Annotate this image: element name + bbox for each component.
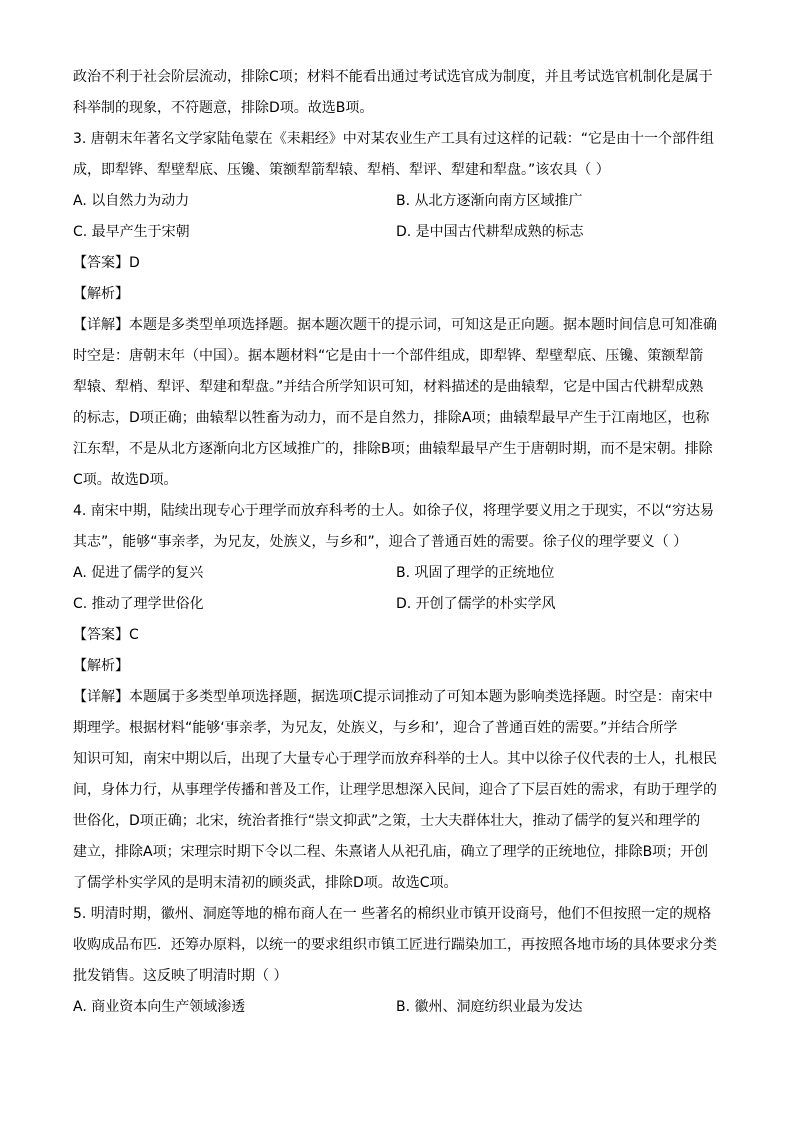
- text-line: 政治不利于社会阶层流动，排除C项；材料不能看出通过考试选官成为制度，并且考试选官机制化是属于: [73, 69, 713, 85]
- detail-line: 了儒学朴实学风的是明末清初的顾炎武，排除D项。故选C项。: [73, 875, 458, 891]
- question-stem-line: 其志”，能够“事亲孝，为兄友，处族义，与乡和”，迎合了普通百姓的需要。徐子仪的理学要义（ ）: [73, 534, 688, 550]
- detail-line: 期理学。根据材料“能够‘事亲孝，为兄友，处族义，与乡和’，迎合了普通百姓的需要。”并结合所学: [73, 720, 678, 736]
- question-stem-line: 5. 明清时期，徽州、洞庭等地的棉布商人在一 些著名的棉织业市镇开设商号，他们不但按照一定的规格: [73, 906, 712, 922]
- document-page: [73, 62, 723, 1023]
- option-row: [73, 589, 723, 620]
- question-3: [73, 124, 723, 496]
- option-c: C. 推动了理学世俗化: [73, 596, 204, 612]
- option-b: B. 巩固了理学的正统地位: [396, 565, 555, 581]
- detail-line: 犁辕、犁梢、犁评、犁建和犁盘。”并结合所学知识可知，材料描述的是曲辕犁，它是中国古代耕犁成熟: [73, 379, 704, 395]
- option-b: B. 徽州、洞庭纺织业最为发达: [396, 999, 583, 1015]
- option-c: C. 最早产生于宋朝: [73, 224, 190, 240]
- detail-line: 知识可知，南宋中期以后，出现了大量专心于理学而放弃科举的士人。其中以徐子仪代表的士人，扎根民: [73, 751, 717, 767]
- option-a: A. 以自然力为动力: [73, 193, 190, 209]
- detail-line: 世俗化，D项正确；北宋，统治者推行“崇文抑武”之策，士大夫群体壮大，推动了儒学的复兴和理学的: [73, 813, 701, 829]
- option-row: [73, 992, 723, 1023]
- detail-line: 建立，排除A项；宋理宗时期下令以二程、朱熹诸人从祀孔庙，确立了理学的正统地位，排除B项；开创: [73, 844, 709, 860]
- detail-line: 【详解】本题属于多类型单项选择题，据选项C提示词推动了可知本题为影响类选择题。时空是：南宋中: [73, 689, 713, 705]
- analysis-label: 【解析】: [73, 286, 129, 302]
- question-stem-line: 4. 南宋中期，陆续出现专心于理学而放弃科考的士人。如徐子仪，将理学要义用之于现实，不以“穷达易: [73, 503, 715, 519]
- option-a: A. 促进了儒学的复兴: [73, 565, 204, 581]
- option-row: [73, 558, 723, 589]
- question-5: [73, 899, 723, 1023]
- detail-line: C项。故选D项。: [73, 472, 178, 488]
- analysis-label: 【解析】: [73, 658, 129, 674]
- question-stem-line: 收购成品布匹．还筹办原料，以统一的要求组织市镇工匠进行踹染加工，再按照各地市场的具体要求分类: [73, 937, 717, 953]
- answer-line: 【答案】C: [73, 627, 139, 643]
- question-stem-line: 批发销售。这反映了明清时期（ ）: [73, 968, 288, 984]
- question-stem-line: 成，即犁铧、犁壁犁底、压镵、策额犁箭犁辕、犁梢、犁评、犁建和犁盘。”该农具（ ）: [73, 162, 610, 178]
- question-stem-line: 3. 唐朝末年著名文学家陆龟蒙在《耒耜经》中对某农业生产工具有过这样的记载：“它是由十一个部件组: [73, 131, 715, 147]
- detail-line: 时空是：唐朝末年（中国）。据本题材料“它是由十一个部件组成，即犁铧、犁壁犁底、压镵、策额犁箭: [73, 348, 704, 364]
- option-d: D. 开创了儒学的朴实学风: [396, 596, 556, 612]
- option-row: [73, 217, 723, 248]
- detail-line: 间，身体力行，从事理学传播和普及工作，让理学思想深入民间，迎合了下层百姓的需求，有助于理学的: [73, 782, 717, 798]
- detail-line: 江东犁，不是从北方逐渐向北方区域推广的，排除B项；曲辕犁最早产生于唐朝时期，而不是宋朝。排除: [73, 441, 713, 457]
- option-row: [73, 186, 723, 217]
- text-line: 科举制的现象，不符题意，排除D项。故选B项。: [73, 100, 374, 116]
- q2-tail: [73, 62, 723, 124]
- detail-line: 的标志，D项正确；曲辕犁以牲畜为动力，而不是自然力，排除A项；曲辕犁最早产生于江南地区，也称: [73, 410, 710, 426]
- question-4: [73, 496, 723, 899]
- detail-line: 【详解】本题是多类型单项选择题。据本题次题干的提示词，可知这是正向题。据本题时间信息可知准确: [73, 317, 717, 333]
- option-b: B. 从北方逐渐向南方区域推广: [396, 193, 583, 209]
- option-a: A. 商业资本向生产领域渗透: [73, 999, 246, 1015]
- answer-line: 【答案】D: [73, 255, 140, 271]
- option-d: D. 是中国古代耕犁成熟的标志: [396, 224, 584, 240]
